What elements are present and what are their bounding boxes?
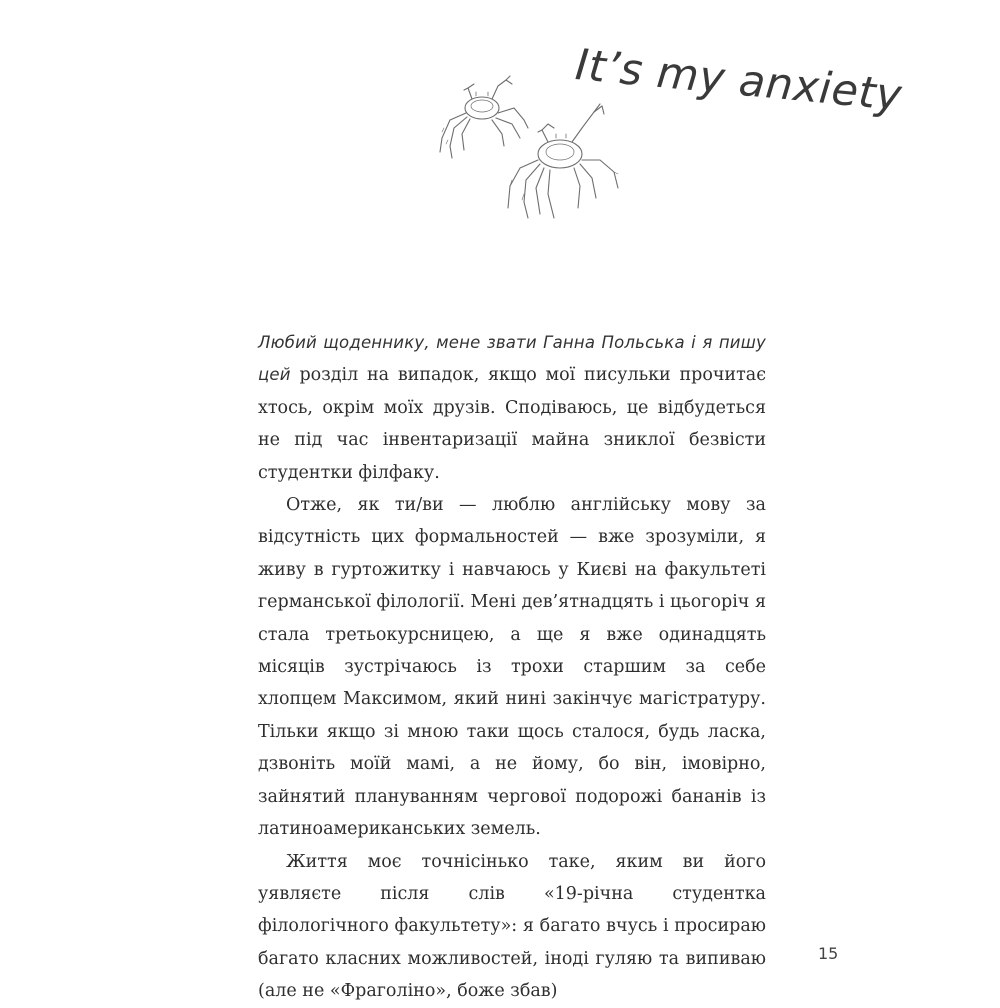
body-text	[258, 327, 766, 1008]
paragraph-3: Життя моє точнісінько таке, яким ви його уявляєте після слів «19-річна студентка філологічного факультету»: я багато вчусь і просираю багато класних можливостей, іноді гуляю та випиваю (але не «Фраголіно», боже збав)	[258, 851, 766, 1002]
crabs-sketch-icon	[432, 68, 632, 238]
paragraph-2: Отже, як ти/ви — люблю англійську мову за відсутність цих формальностей — вже зрозуміли, я живу в гуртожитку і навчаюсь у Києві на факультеті германської філології. Мені дев’ятнадцять і цьогоріч я стала третьокурсницею, а ще я вже одинадцять місяців зустрічаюсь із трохи старшим за себе хлопцем Максимом, який нині закінчує магістратуру. Тільки якщо зі мною таки щось сталося, будь ласка, дзвоніть моїй мамі, а не йому, бо він, імовірно, зайнятий плануванням чергової подорожі бананів із латиноамериканських земель.	[258, 495, 766, 840]
page-number: 15	[818, 944, 839, 963]
crab-upper	[440, 76, 528, 158]
paragraph-1	[258, 327, 766, 489]
chapter-title: It’s my anxiety	[573, 40, 905, 122]
handwritten-intro: Любий щоденнику, мене звати Ганна Польська і я пишу цей	[258, 333, 766, 385]
paragraph-1-text: розділ на випадок, якщо мої писульки прочитає хтось, окрім моїх друзів. Сподіваюсь, це відбудеться не під час інвентаризації майна зниклої безвісти студентки філфаку.	[258, 365, 766, 483]
